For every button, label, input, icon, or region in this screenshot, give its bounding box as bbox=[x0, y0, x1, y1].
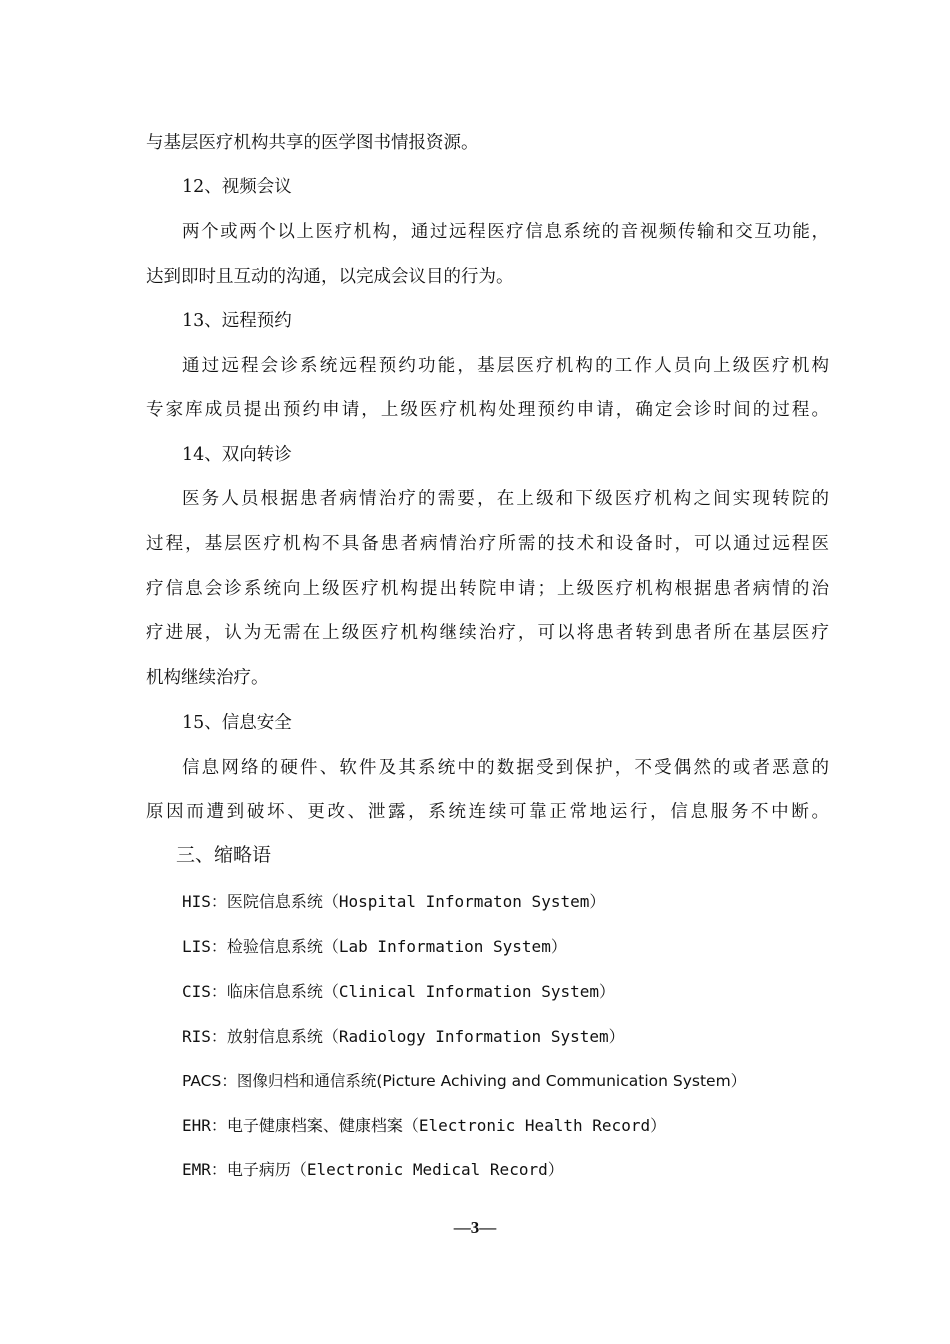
body-text-line: 通过远程会诊系统远程预约功能，基层医疗机构的工作人员向上级医疗机构 bbox=[182, 356, 829, 376]
term-heading-12: 12、视频会议 bbox=[182, 177, 292, 197]
abbreviation-entry-pacs: PACS：图像归档和通信系统(Picture Achiving and Communication System） bbox=[182, 1072, 747, 1090]
body-text-line: 专家库成员提出预约申请，上级医疗机构处理预约申请，确定会诊时间的过程。 bbox=[146, 400, 829, 420]
body-text-line: 达到即时且互动的沟通，以完成会议目的行为。 bbox=[146, 267, 514, 287]
term-heading-14: 14、双向转诊 bbox=[182, 445, 292, 465]
body-text-line: 机构继续治疗。 bbox=[146, 668, 269, 688]
body-text-line: 原因而遭到破坏、更改、泄露，系统连续可靠正常地运行，信息服务不中断。 bbox=[146, 802, 829, 822]
abbreviation-entry-lis: LIS：检验信息系统（Lab Information System） bbox=[182, 937, 567, 956]
term-heading-13: 13、远程预约 bbox=[182, 311, 292, 331]
abbreviation-entry-ehr: EHR：电子健康档案、健康档案（Electronic Health Record） bbox=[182, 1116, 667, 1135]
body-text-line: 医务人员根据患者病情治疗的需要，在上级和下级医疗机构之间实现转院的 bbox=[182, 489, 829, 509]
body-text-line: 两个或两个以上医疗机构，通过远程医疗信息系统的音视频传输和交互功能， bbox=[182, 222, 829, 242]
abbreviation-entry-his: HIS：医院信息系统（Hospital Informaton System） bbox=[182, 892, 606, 911]
page-number: —3— bbox=[453, 1218, 497, 1237]
body-text-line: 疗信息会诊系统向上级医疗机构提出转院申请；上级医疗机构根据患者病情的治 bbox=[146, 579, 829, 599]
term-heading-15: 15、信息安全 bbox=[182, 713, 292, 733]
abbreviation-entry-emr: EMR：电子病历（Electronic Medical Record） bbox=[182, 1160, 564, 1179]
abbreviation-entry-ris: RIS：放射信息系统（Radiology Information System） bbox=[182, 1027, 625, 1046]
section-title-abbreviations: 三、缩略语 bbox=[176, 844, 272, 866]
body-text-line: 信息网络的硬件、软件及其系统中的数据受到保护，不受偶然的或者恶意的 bbox=[182, 758, 829, 778]
body-text-line: 与基层医疗机构共享的医学图书情报资源。 bbox=[146, 133, 479, 153]
abbreviation-entry-cis: CIS：临床信息系统（Clinical Information System） bbox=[182, 982, 615, 1001]
body-text-line: 过程，基层医疗机构不具备患者病情治疗所需的技术和设备时，可以通过远程医 bbox=[146, 534, 829, 554]
body-text-line: 疗进展，认为无需在上级医疗机构继续治疗，可以将患者转到患者所在基层医疗 bbox=[146, 623, 829, 643]
